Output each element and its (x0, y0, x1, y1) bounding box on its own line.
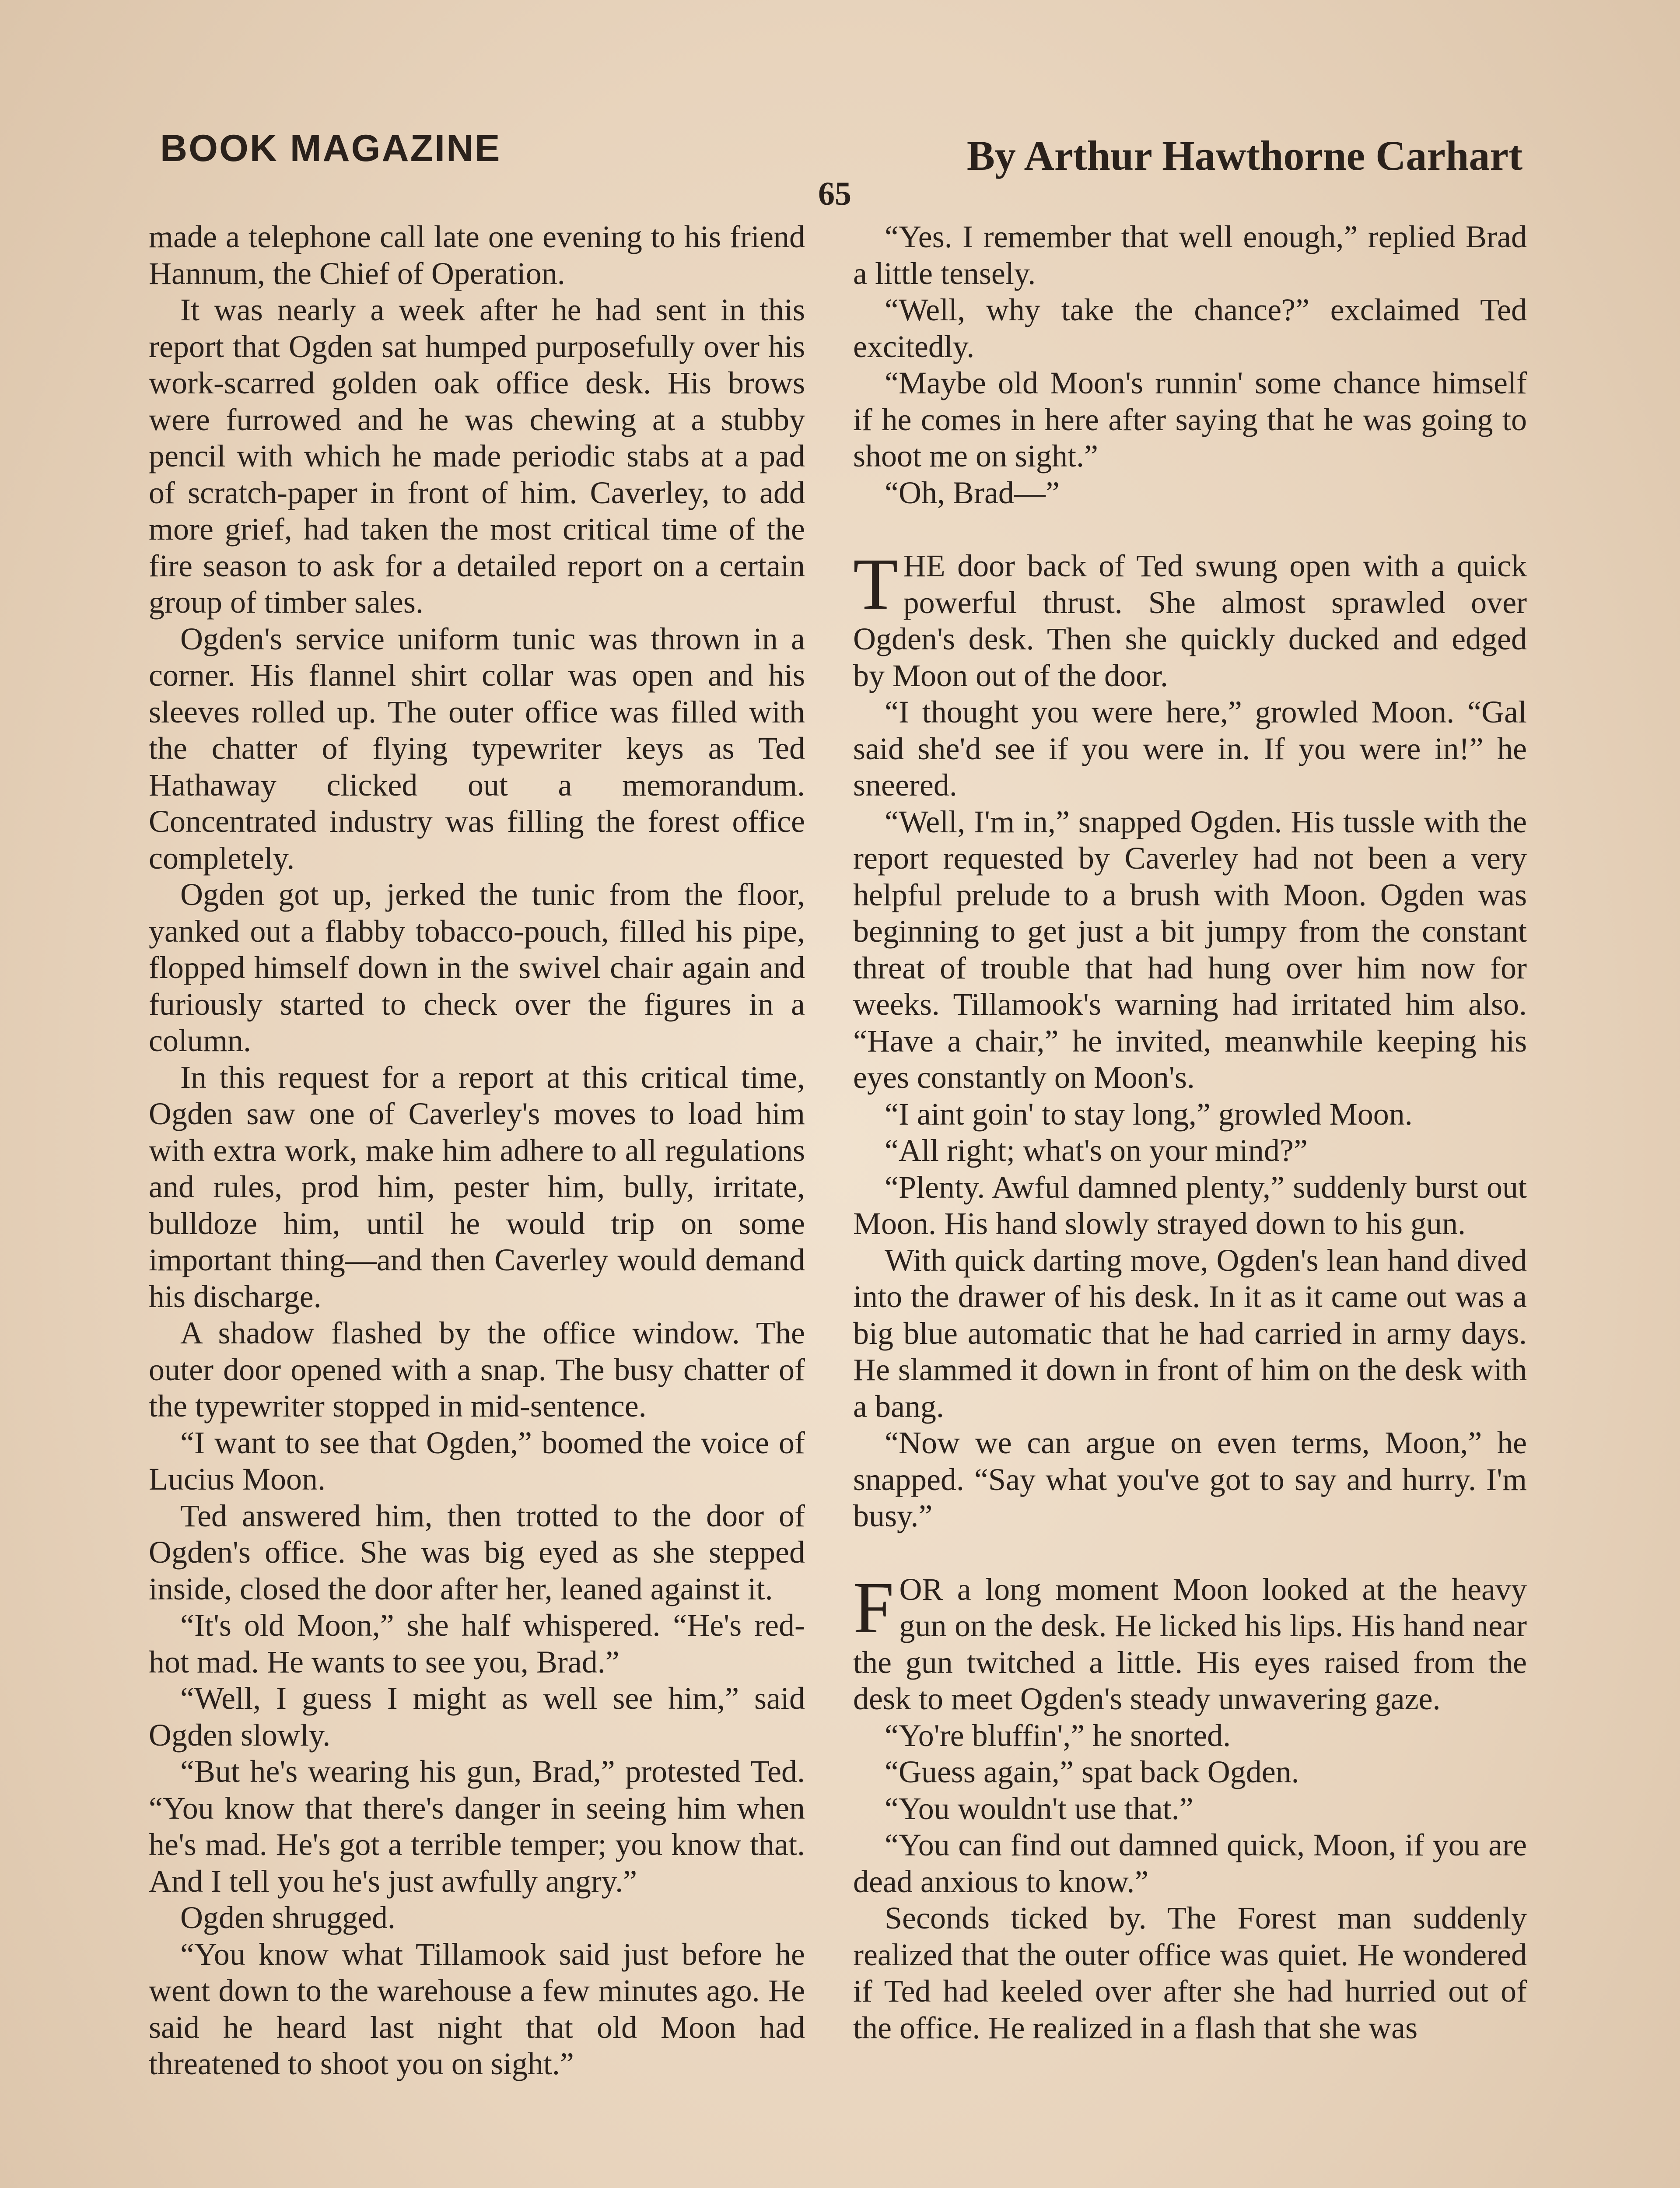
paragraph: “Maybe old Moon's runnin' some chance himself if he comes in here after saying that he was going to shoot me on sight.” (853, 365, 1527, 473)
paragraph: “Well, I guess I might as well see him,” said Ogden slowly. (149, 1681, 805, 1753)
drop-cap: F (853, 1567, 894, 1648)
paragraph: “All right; what's on your mind?” (885, 1133, 1308, 1168)
paragraph: “It's old Moon,” she half whispered. “He's red-hot mad. He wants to see you, Brad.” (149, 1608, 805, 1680)
paragraph: “Oh, Brad—” (885, 475, 1060, 510)
paragraph: “Well, I'm in,” snapped Ogden. His tussle with the report requested by Caverley had not been a very helpful prelude to a brush with Moon. Ogden was beginning to get just a bit jumpy from the constant threat of trouble that had hung over him now for weeks. Tillamook's warning had irritated him also. “Have a chair,” he invited, meanwhile keeping his eyes constantly on Moon's. (853, 804, 1527, 1095)
page-number: 65 (818, 175, 851, 212)
author-byline: By Arthur Hawthorne Carhart (966, 132, 1522, 179)
paragraph: “You know what Tillamook said just before he went down to the warehouse a few minutes ago. He said he heard last night that old Moon had threatened to shoot you on sight.” (149, 1936, 805, 2081)
left-column (149, 219, 805, 2083)
paragraph: “Yes. I remember that well enough,” replied Brad a little tensely. (853, 219, 1527, 291)
paragraph: In this request for a report at this critical time, Ogden saw one of Caverley's moves to load him with extra work, make him adhere to all regulations and rules, prod him, pester him, bully, irritate, bulldoze him, until he would trip on some important thing—and then Caverley would demand his discharge. (149, 1059, 805, 1314)
paragraph: “But he's wearing his gun, Brad,” protested Ted. “You know that there's danger in seeing him when he's mad. He's got a terrible temper; you know that. And I tell you he's just awfully angry.” (149, 1754, 805, 1899)
paragraph: With quick darting move, Ogden's lean hand dived into the drawer of his desk. In it as it came out was a big blue automatic that he had carried in army days. He slammed it down in front of him on the desk with a bang. (853, 1242, 1527, 1424)
paragraph: “Well, why take the chance?” exclaimed Ted excitedly. (853, 292, 1527, 364)
paragraph: Ted answered him, then trotted to the door of Ogden's office. She was big eyed as she stepped inside, closed the door after her, leaned against it. (149, 1498, 805, 1606)
section-opening-paragraph (853, 543, 1527, 694)
paragraph: “Now we can argue on even terms, Moon,” he snapped. “Say what you've got to say and hurry. I'm busy.” (853, 1425, 1527, 1533)
drop-cap: T (853, 543, 898, 625)
paragraph: “You can find out damned quick, Moon, if you are dead anxious to know.” (853, 1827, 1527, 1899)
paragraph: Seconds ticked by. The Forest man suddenly realized that the outer office was quiet. He wondered if Ted had keeled over after she had hurried out of the office. He realized in a flash that she was (853, 1900, 1527, 2045)
paragraph: “Guess again,” spat back Ogden. (885, 1754, 1299, 1789)
paragraph: “I thought you were here,” growled Moon. “Gal said she'd see if you were in. If you were in!” he sneered. (853, 694, 1527, 803)
paragraph: Ogden shrugged. (180, 1900, 396, 1935)
paragraph: A shadow flashed by the office window. The outer door opened with a snap. The busy chatter of the typewriter stopped in mid-sentence. (149, 1315, 805, 1424)
paragraph: Ogden got up, jerked the tunic from the floor, yanked out a flabby tobacco-pouch, filled his pipe, flopped himself down in the swivel chair again and furiously started to check over the figures in a column. (149, 877, 805, 1058)
paragraph: “Plenty. Awful damned plenty,” suddenly burst out Moon. His hand slowly strayed down to his gun. (853, 1169, 1527, 1241)
magazine-title: BOOK MAGAZINE (160, 127, 501, 169)
paragraph: made a telephone call late one evening to his friend Hannum, the Chief of Operation. (149, 219, 805, 291)
paragraph: “I aint goin' to stay long,” growled Moon. (885, 1096, 1413, 1132)
paragraph: “Yo're bluffin',” he snorted. (885, 1718, 1231, 1753)
paragraph: It was nearly a week after he had sent in this report that Ogden sat humped purposefully over his work-scarred golden oak office desk. His brows were furrowed and he was chewing at a stubby pencil with which he made periodic stabs at a pad of scratch-paper in front of him. Caverley, to add more grief, had taken the most critical time of the fire season to ask for a detailed report on a certain group of timber sales. (149, 292, 805, 620)
paragraph: “I want to see that Ogden,” boomed the voice of Lucius Moon. (149, 1425, 805, 1497)
paragraph: Ogden's service uniform tunic was thrown in a corner. His flannel shirt collar was open and his sleeves rolled up. The outer office was filled with the chatter of flying typewriter keys as Ted Hathaway clicked out a memorandum. Concentrated industry was filling the forest office completely. (149, 621, 805, 876)
paragraph: “You wouldn't use that.” (885, 1791, 1194, 1826)
right-column (853, 219, 1527, 2046)
paragraph-text: OR a long moment Moon looked at the heavy gun on the desk. He licked his lips. His hand near the gun twitched a little. His eyes raised from the desk to meet Ogden's steady unwavering gaze. (853, 1571, 1527, 1716)
paragraph-text: HE door back of Ted swung open with a quick powerful thrust. She almost sprawled over Ogden's desk. Then she quickly ducked and edged by Moon out of the door. (853, 548, 1527, 693)
section-opening-paragraph (853, 1567, 1527, 1718)
